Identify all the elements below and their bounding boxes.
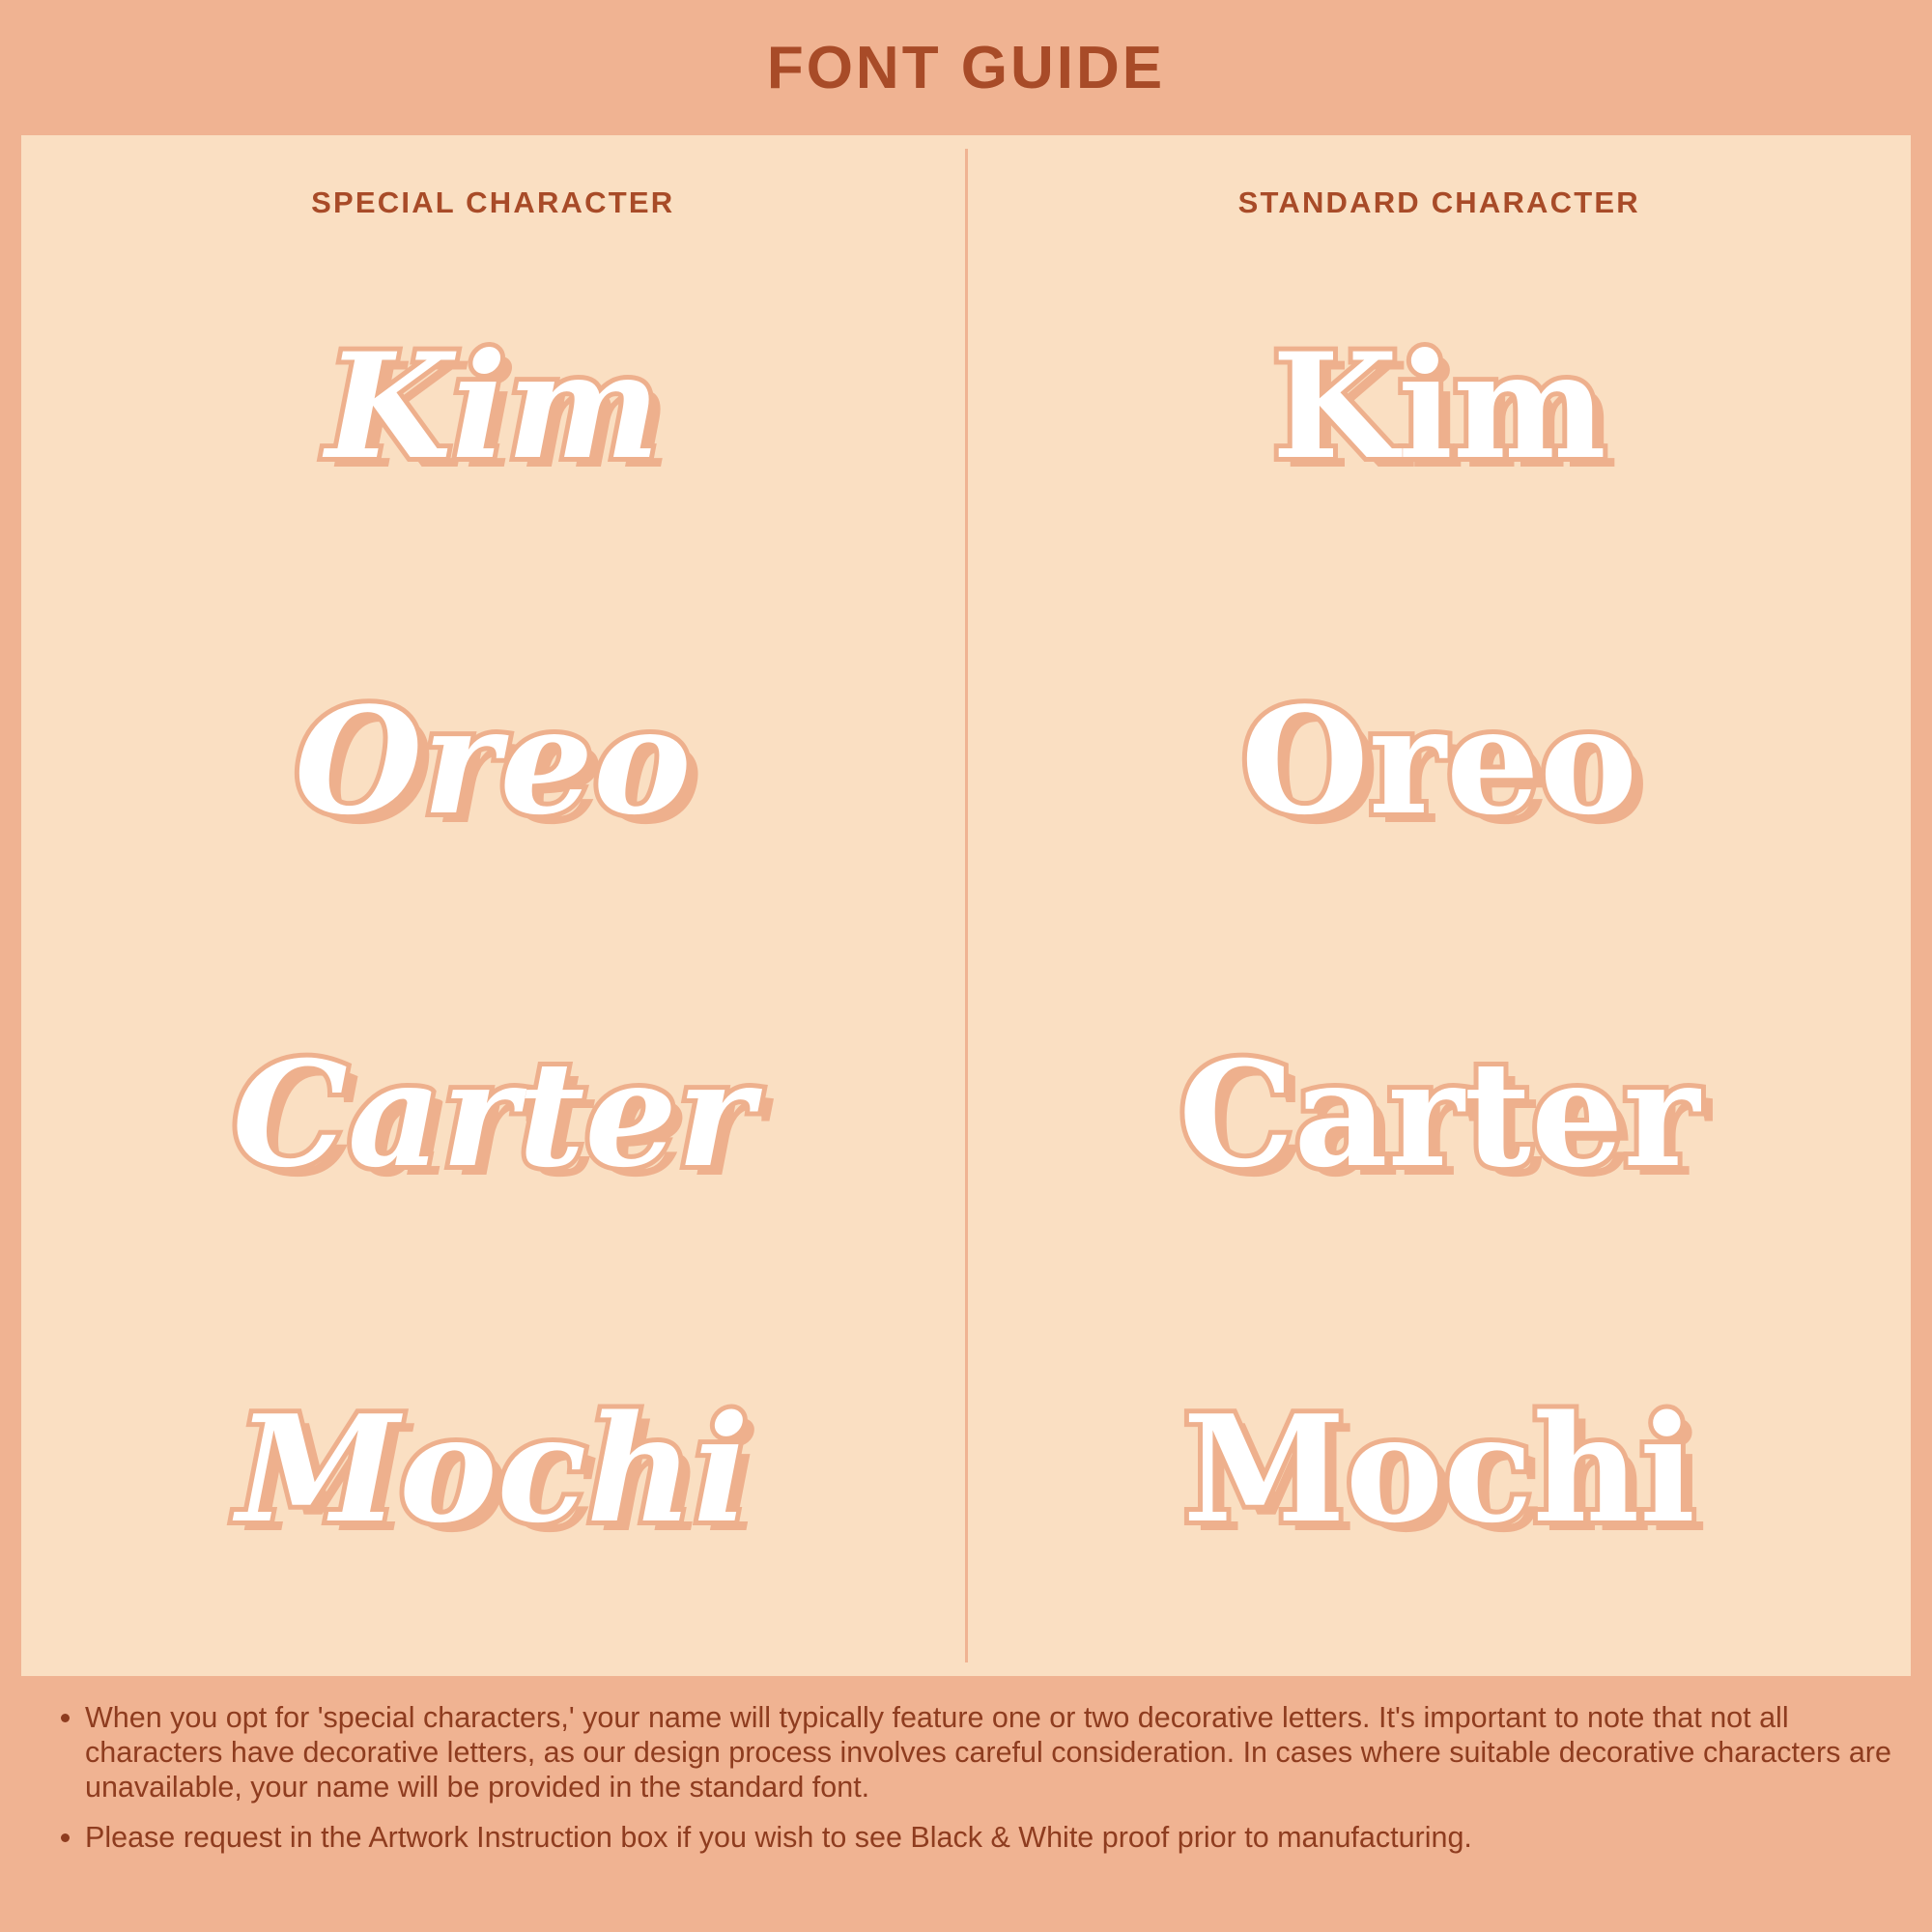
page-title: FONT GUIDE	[766, 34, 1166, 101]
sample-standard-mochi: Mochi	[1182, 1382, 1695, 1556]
footer-notes	[0, 1676, 1932, 1932]
notes-list	[44, 1701, 1893, 1856]
note-item: • Please request in the Artwork Instruction box if you wish to see Black & White proof prior to manufacturing.	[85, 1821, 1893, 1856]
column-special-character	[21, 135, 965, 1676]
note-item: • When you opt for 'special characters,' your name will typically feature one or two decorative letters. It's important to note that not all characters have decorative letters, as our design process involves careful consideration. In cases where suitable decorative characters are unavailable, your name will be provided in the standard font.	[85, 1701, 1893, 1805]
column-heading-special: SPECIAL CHARACTER	[311, 185, 675, 219]
sample-special-oreo: Oreo	[294, 673, 692, 847]
page-header	[0, 0, 1932, 135]
sample-special-carter: Carter	[232, 1030, 753, 1201]
sample-list-special	[21, 230, 965, 1676]
samples-panel	[21, 135, 1911, 1676]
sample-special-kim: Kim	[326, 321, 661, 492]
sample-standard-oreo: Oreo	[1240, 673, 1638, 847]
sample-standard-carter: Carter	[1179, 1030, 1700, 1201]
column-standard-character	[968, 135, 1912, 1676]
sample-list-standard	[968, 230, 1912, 1676]
column-heading-standard: STANDARD CHARACTER	[1237, 185, 1640, 219]
sample-special-mochi: Mochi	[237, 1382, 750, 1556]
sample-standard-kim: Kim	[1271, 321, 1606, 492]
